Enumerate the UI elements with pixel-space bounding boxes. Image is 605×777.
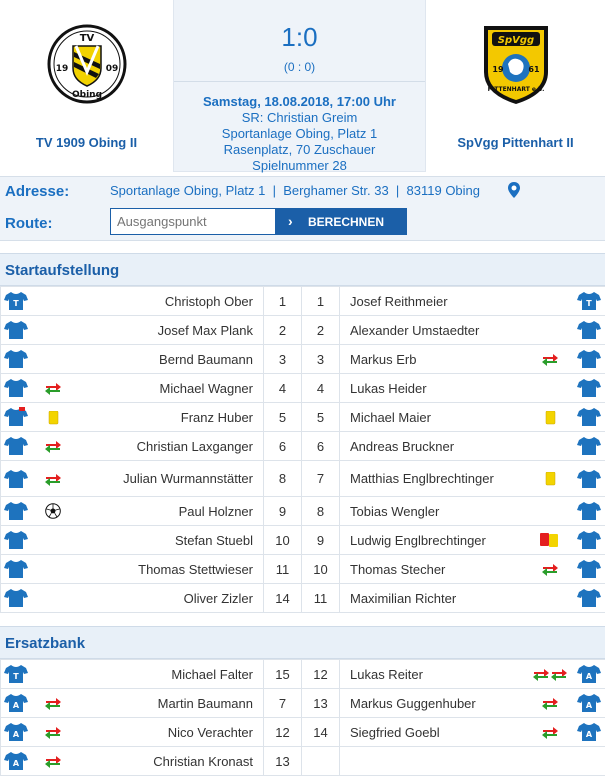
chevron-right-icon: ›: [288, 213, 293, 229]
svg-text:TV: TV: [79, 33, 94, 44]
away-event-cell: [528, 555, 573, 584]
lineup-section-header: [0, 253, 605, 286]
away-event-cell: [528, 689, 573, 718]
away-shirt-cell: [573, 374, 605, 403]
home-event-cell: [31, 584, 76, 613]
away-player-name[interactable]: Maximilian Richter: [340, 584, 528, 613]
away-player-name[interactable]: Lukas Reiter: [340, 660, 528, 689]
home-team[interactable]: [0, 0, 173, 177]
away-team[interactable]: [426, 0, 605, 177]
away-shirt-cell: [573, 345, 605, 374]
home-shirt-icon: [4, 693, 28, 713]
home-player-number: 10: [264, 526, 302, 555]
svg-text:T: T: [586, 299, 592, 308]
svg-text:SpVgg: SpVgg: [497, 35, 534, 46]
away-player-number: 7: [302, 461, 340, 497]
away-event-cell: [528, 584, 573, 613]
away-player-number: 14: [302, 718, 340, 747]
substitution-icon: [532, 669, 550, 681]
home-shirt-cell: [1, 526, 31, 555]
home-player-name[interactable]: Michael Falter: [76, 660, 264, 689]
home-shirt-cell: [1, 660, 31, 689]
away-shirt-cell: [573, 526, 605, 555]
home-shirt-icon: [4, 436, 28, 456]
home-shirt-cell: [1, 747, 31, 776]
home-shirt-icon: [4, 559, 28, 579]
home-shirt-cell: [1, 718, 31, 747]
away-shirt-icon: [577, 722, 601, 742]
home-shirt-icon: [4, 664, 28, 684]
home-shirt-cell: [1, 555, 31, 584]
player-row: [1, 747, 605, 776]
away-player-name[interactable]: Matthias Englbrechtinger: [340, 461, 528, 497]
home-player-number: 12: [264, 718, 302, 747]
substitution-icon: [541, 727, 559, 739]
lineup-table: [0, 286, 605, 613]
home-event-cell: [31, 689, 76, 718]
svg-text:61: 61: [527, 65, 540, 74]
home-shirt-icon: [4, 751, 28, 771]
home-shirt-icon: [4, 530, 28, 550]
substitution-icon: [44, 474, 62, 486]
away-shirt-cell: [573, 497, 605, 526]
away-player-number: [302, 747, 340, 776]
away-team-crest-icon: [476, 20, 556, 108]
address-label: Adresse:: [5, 183, 70, 200]
away-event-cell: [528, 718, 573, 747]
away-event-cell: [528, 287, 573, 316]
away-player-number: 8: [302, 497, 340, 526]
player-row: [1, 316, 605, 345]
away-player-number: 13: [302, 689, 340, 718]
home-player-number: 3: [264, 345, 302, 374]
calculate-route-label: BERECHNEN: [308, 214, 385, 229]
player-row: [1, 374, 605, 403]
away-player-number: 12: [302, 660, 340, 689]
player-row: [1, 555, 605, 584]
substitution-icon: [541, 354, 559, 366]
home-shirt-cell: [1, 584, 31, 613]
home-event-cell: [31, 461, 76, 497]
home-player-number: 15: [264, 660, 302, 689]
home-shirt-cell: [1, 316, 31, 345]
away-event-cell: [528, 526, 573, 555]
home-player-name[interactable]: Stefan Stuebl: [76, 526, 264, 555]
player-row: [1, 432, 605, 461]
away-event-cell: [528, 461, 573, 497]
bench-table: [0, 659, 605, 776]
player-row: [1, 584, 605, 613]
home-player-number: 1: [264, 287, 302, 316]
away-event-cell: [528, 497, 573, 526]
away-shirt-icon: [577, 320, 601, 340]
calculate-route-button[interactable]: [276, 208, 407, 235]
score-area: [174, 0, 425, 82]
home-event-cell: [31, 718, 76, 747]
home-player-number: 4: [264, 374, 302, 403]
svg-text:A: A: [12, 730, 19, 739]
home-event-cell: [31, 403, 76, 432]
home-shirt-icon: [4, 501, 28, 521]
match-date: Samstag, 18.08.2018, 17:00 Uhr: [203, 94, 396, 109]
home-event-cell: [31, 374, 76, 403]
home-event-cell: [31, 316, 76, 345]
home-shirt-icon: [4, 320, 28, 340]
svg-text:Obing: Obing: [71, 90, 102, 100]
home-shirt-icon: [4, 349, 28, 369]
route-label: Route:: [5, 215, 53, 232]
home-shirt-cell: [1, 287, 31, 316]
away-shirt-icon: [577, 530, 601, 550]
player-row: [1, 660, 605, 689]
svg-text:19: 19: [491, 65, 504, 74]
away-shirt-icon: [577, 664, 601, 684]
final-score: 1:0: [281, 22, 318, 52]
away-shirt-icon: [577, 349, 601, 369]
match-info: [174, 94, 425, 174]
substitution-icon: [44, 383, 62, 395]
away-player-name[interactable]: [340, 747, 528, 776]
away-player-name[interactable]: Lukas Heider: [340, 374, 528, 403]
home-shirt-cell: [1, 403, 31, 432]
away-shirt-cell: [573, 403, 605, 432]
home-player-name[interactable]: Oliver Zizler: [76, 584, 264, 613]
home-player-name[interactable]: Julian Wurmannstätter: [76, 461, 264, 497]
svg-text:PITTENHART e.V.: PITTENHART e.V.: [487, 86, 544, 93]
away-event-cell: [528, 374, 573, 403]
player-row: [1, 345, 605, 374]
player-row: [1, 403, 605, 432]
away-player-name[interactable]: Michael Maier: [340, 403, 528, 432]
home-shirt-icon: [4, 722, 28, 742]
home-event-cell: [31, 432, 76, 461]
substitution-icon: [44, 441, 62, 453]
home-shirt-cell: [1, 345, 31, 374]
away-player-name[interactable]: Tobias Wengler: [340, 497, 528, 526]
home-team-crest-icon: [47, 24, 127, 104]
home-event-cell: [31, 345, 76, 374]
home-player-number: 9: [264, 497, 302, 526]
away-event-cell: [528, 432, 573, 461]
home-player-number: 6: [264, 432, 302, 461]
route-start-input[interactable]: [110, 208, 276, 235]
home-player-number: 2: [264, 316, 302, 345]
map-pin-icon[interactable]: [507, 182, 521, 198]
away-event-cell: [528, 660, 573, 689]
home-event-cell: [31, 497, 76, 526]
away-player-name[interactable]: Markus Erb: [340, 345, 528, 374]
svg-text:19: 19: [55, 64, 68, 74]
away-shirt-icon: [577, 407, 601, 427]
svg-text:T: T: [13, 299, 19, 308]
away-player-number: 10: [302, 555, 340, 584]
home-player-name[interactable]: Paul Holzner: [76, 497, 264, 526]
yellow-red-card-icon: [539, 532, 561, 548]
away-player-number: 11: [302, 584, 340, 613]
away-player-name[interactable]: Alexander Umstaedter: [340, 316, 528, 345]
away-shirt-icon: [577, 291, 601, 311]
away-event-cell: [528, 316, 573, 345]
home-player-number: 11: [264, 555, 302, 584]
svg-text:A: A: [12, 701, 19, 710]
svg-text:T: T: [13, 672, 19, 681]
substitution-icon: [44, 756, 62, 768]
home-event-cell: [31, 660, 76, 689]
home-shirt-icon: [4, 588, 28, 608]
home-event-cell: [31, 526, 76, 555]
svg-text:A: A: [585, 672, 592, 681]
away-player-name[interactable]: Andreas Bruckner: [340, 432, 528, 461]
home-player-name[interactable]: Josef Max Plank: [76, 316, 264, 345]
home-player-name[interactable]: Franz Huber: [76, 403, 264, 432]
substitution-icon: [550, 669, 568, 681]
goal-ball-icon: [45, 503, 61, 519]
away-shirt-icon: [577, 588, 601, 608]
away-shirt-cell: [573, 316, 605, 345]
home-shirt-cell: [1, 461, 31, 497]
address-box: [0, 176, 605, 241]
bench-title: Ersatzbank: [5, 635, 86, 652]
away-shirt-cell: [573, 660, 605, 689]
svg-text:A: A: [585, 730, 592, 739]
away-player-name[interactable]: Siegfried Goebl: [340, 718, 528, 747]
yellow-card-icon: [545, 472, 556, 486]
substitution-icon: [44, 727, 62, 739]
substitution-icon: [541, 698, 559, 710]
away-shirt-icon: [577, 436, 601, 456]
away-team-name[interactable]: SpVgg Pittenhart II: [457, 135, 574, 150]
halftime-score: (0 : 0): [283, 60, 316, 74]
match-header: [0, 0, 605, 177]
away-player-name[interactable]: Thomas Stecher: [340, 555, 528, 584]
away-event-cell: [528, 345, 573, 374]
bench-section-header: [0, 626, 605, 659]
away-shirt-cell: [573, 584, 605, 613]
away-player-number: 5: [302, 403, 340, 432]
home-team-name[interactable]: TV 1909 Obing II: [35, 135, 138, 150]
away-player-number: 9: [302, 526, 340, 555]
away-shirt-cell: [573, 555, 605, 584]
yellow-card-icon: [48, 411, 59, 425]
away-player-name[interactable]: Markus Guggenhuber: [340, 689, 528, 718]
away-shirt-cell: [573, 689, 605, 718]
away-player-number: 3: [302, 345, 340, 374]
home-shirt-icon: [4, 469, 28, 489]
home-shirt-icon: [4, 378, 28, 398]
away-shirt-cell: [573, 432, 605, 461]
player-row: [1, 287, 605, 316]
player-row: [1, 689, 605, 718]
away-event-cell: [528, 747, 573, 776]
player-row: [1, 497, 605, 526]
match-number: Spielnummer 28: [252, 158, 347, 173]
referee: SR: Christian Greim: [241, 110, 358, 125]
home-player-name[interactable]: Michael Wagner: [76, 374, 264, 403]
score-box: [173, 0, 426, 172]
home-shirt-cell: [1, 689, 31, 718]
substitution-icon: [44, 698, 62, 710]
svg-text:A: A: [12, 759, 19, 768]
player-row: [1, 526, 605, 555]
player-row: [1, 718, 605, 747]
away-shirt-cell: [573, 287, 605, 316]
away-player-number: 2: [302, 316, 340, 345]
home-player-name[interactable]: Christoph Ober: [76, 287, 264, 316]
home-player-name[interactable]: Nico Verachter: [76, 718, 264, 747]
home-shirt-cell: [1, 374, 31, 403]
away-player-number: 6: [302, 432, 340, 461]
home-player-number: 13: [264, 747, 302, 776]
svg-text:09: 09: [105, 64, 118, 74]
home-shirt-icon: [4, 291, 28, 311]
away-player-number: 4: [302, 374, 340, 403]
home-player-name[interactable]: Christian Laxganger: [76, 432, 264, 461]
svg-text:A: A: [585, 701, 592, 710]
yellow-card-icon: [545, 411, 556, 425]
home-player-number: 8: [264, 461, 302, 497]
venue: Sportanlage Obing, Platz 1: [221, 126, 378, 141]
home-shirt-cell: [1, 497, 31, 526]
surface-spectators: Rasenplatz, 70 Zuschauer: [223, 142, 376, 157]
player-row: [1, 461, 605, 497]
home-player-number: 7: [264, 689, 302, 718]
away-event-cell: [528, 403, 573, 432]
away-shirt-icon: [577, 693, 601, 713]
away-shirt-icon: [577, 559, 601, 579]
home-event-cell: [31, 747, 76, 776]
away-shirt-icon: [577, 378, 601, 398]
home-player-name[interactable]: Thomas Stettwieser: [76, 555, 264, 584]
home-player-number: 14: [264, 584, 302, 613]
away-shirt-cell: [573, 718, 605, 747]
home-shirt-cell: [1, 432, 31, 461]
home-shirt-icon: [4, 407, 28, 427]
home-player-name[interactable]: Martin Baumann: [76, 689, 264, 718]
away-player-name[interactable]: Ludwig Englbrechtinger: [340, 526, 528, 555]
away-shirt-icon: [577, 501, 601, 521]
away-player-name[interactable]: Josef Reithmeier: [340, 287, 528, 316]
home-event-cell: [31, 287, 76, 316]
address-text: Sportanlage Obing, Platz 1 | Berghamer Str. 33 | 83119 Obing: [110, 183, 481, 198]
away-shirt-cell: [573, 461, 605, 497]
home-event-cell: [31, 555, 76, 584]
lineup-title: Startaufstellung: [5, 262, 120, 279]
home-player-number: 5: [264, 403, 302, 432]
away-shirt-icon: [577, 469, 601, 489]
away-shirt-cell: [573, 747, 605, 776]
home-player-name[interactable]: Bernd Baumann: [76, 345, 264, 374]
substitution-icon: [541, 564, 559, 576]
home-player-name[interactable]: Christian Kronast: [76, 747, 264, 776]
away-player-number: 1: [302, 287, 340, 316]
